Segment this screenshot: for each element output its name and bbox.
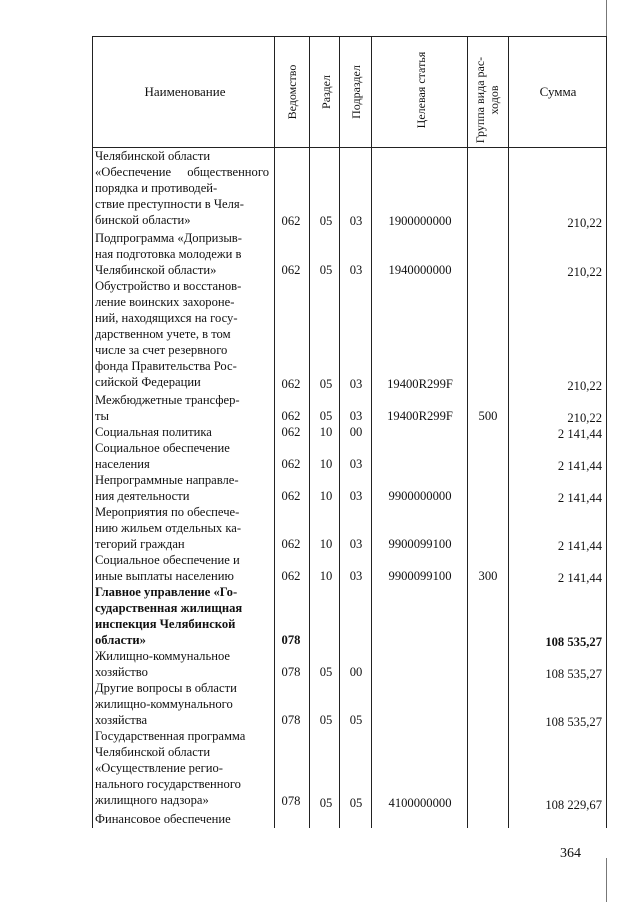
row-7-name: Мероприятия по обеспече- нию жильем отдельных ка- тегорий граждан bbox=[95, 505, 242, 551]
row-3-sum: 210,22 bbox=[567, 411, 602, 425]
row-1-name: Подпрограмма «Допризыв- ная подготовка молодежи в Челябинской области» bbox=[95, 231, 242, 277]
table-top-border bbox=[92, 36, 607, 37]
header-razdel: Раздел bbox=[319, 75, 333, 109]
row-8-podrazdel: 03 bbox=[349, 569, 363, 583]
page-number: 364 bbox=[560, 846, 581, 861]
row-5-ved: 062 bbox=[281, 457, 301, 471]
col-border-right bbox=[606, 36, 607, 828]
row-3-razdel: 05 bbox=[319, 409, 333, 423]
row-0-ved: 062 bbox=[281, 214, 301, 228]
row-6-sum: 2 141,44 bbox=[557, 491, 602, 505]
row-12-sum: 108 229,67 bbox=[545, 798, 602, 812]
row-1-target: 1940000000 bbox=[388, 263, 452, 277]
row-3-ved: 062 bbox=[281, 409, 301, 423]
row-9-ved: 078 bbox=[281, 633, 301, 647]
row-12-razdel: 05 bbox=[319, 796, 333, 810]
row-5-sum: 2 141,44 bbox=[557, 459, 602, 473]
header-podrazdel: Подраздел bbox=[349, 65, 363, 119]
row-4-podrazdel: 00 bbox=[349, 425, 363, 439]
row-9-name: Главное управление «Го- сударственная жилищная инспекция Челябинской области» bbox=[95, 585, 243, 647]
row-10-razdel: 05 bbox=[319, 665, 333, 679]
row-5-razdel: 10 bbox=[319, 457, 333, 471]
row-4-ved: 062 bbox=[281, 425, 301, 439]
header-target: Целевая статья bbox=[414, 51, 428, 129]
row-1-podrazdel: 03 bbox=[349, 263, 363, 277]
col-border-sum bbox=[508, 36, 509, 828]
row-0-razdel: 05 bbox=[319, 214, 333, 228]
row-3-podrazdel: 03 bbox=[349, 409, 363, 423]
col-border-target bbox=[371, 36, 372, 828]
row-7-podrazdel: 03 bbox=[349, 537, 363, 551]
row-2-podrazdel: 03 bbox=[349, 377, 363, 391]
row-12-podrazdel: 05 bbox=[349, 796, 363, 810]
row-6-ved: 062 bbox=[281, 489, 301, 503]
row-6-target: 9900000000 bbox=[388, 489, 452, 503]
row-1-razdel: 05 bbox=[319, 263, 333, 277]
header-group: Группа вида рас-ходов bbox=[473, 56, 501, 144]
row-11-ved: 078 bbox=[281, 713, 301, 727]
row-12-ved: 078 bbox=[281, 794, 301, 808]
row-2-name: Обустройство и восстанов- ление воинских захороне- ний, находящихся на госу- дарственном учете, в том числе за счет резервного фонда Правительства Рос- сийской Федерации bbox=[95, 279, 242, 389]
margin-mark-top bbox=[606, 0, 607, 40]
row-1-ved: 062 bbox=[281, 263, 301, 277]
row-2-ved: 062 bbox=[281, 377, 301, 391]
row-0-podrazdel: 03 bbox=[349, 214, 363, 228]
row-4-sum: 2 141,44 bbox=[557, 427, 602, 441]
row-3-group: 500 bbox=[478, 409, 498, 423]
row-10-ved: 078 bbox=[281, 665, 301, 679]
row-0-sum: 210,22 bbox=[567, 216, 602, 230]
row-7-razdel: 10 bbox=[319, 537, 333, 551]
row-2-razdel: 05 bbox=[319, 377, 333, 391]
row-11-podrazdel: 05 bbox=[349, 713, 363, 727]
row-7-ved: 062 bbox=[281, 537, 301, 551]
row-3-name: Межбюджетные трансфер- ты bbox=[95, 393, 240, 423]
row-2-target: 19400R299F bbox=[387, 377, 453, 391]
row-8-target: 9900099100 bbox=[388, 569, 452, 583]
row-11-name: Другие вопросы в области жилищно-коммунального хозяйства bbox=[95, 681, 237, 727]
row-4-razdel: 10 bbox=[319, 425, 333, 439]
row-0-name: Челябинской области «Обеспечение общественного порядка и противодей- ствие преступности в Челя- бинской области» bbox=[95, 149, 269, 227]
row-12-target: 4100000000 bbox=[388, 796, 452, 810]
row-11-sum: 108 535,27 bbox=[545, 715, 602, 729]
row-8-ved: 062 bbox=[281, 569, 301, 583]
row-7-target: 9900099100 bbox=[388, 537, 452, 551]
col-border-group bbox=[467, 36, 468, 828]
row-10-podrazdel: 00 bbox=[349, 665, 363, 679]
row-7-sum: 2 141,44 bbox=[557, 539, 602, 553]
row-8-sum: 2 141,44 bbox=[557, 571, 602, 585]
margin-mark-bottom bbox=[606, 858, 607, 902]
row-8-razdel: 10 bbox=[319, 569, 333, 583]
row-10-name: Жилищно-коммунальное хозяйство bbox=[95, 649, 230, 679]
row-4-name: Социальная политика bbox=[95, 425, 212, 439]
header-sum: Сумма bbox=[539, 84, 577, 99]
row-5-name: Социальное обеспечение населения bbox=[95, 441, 230, 471]
col-border-left bbox=[92, 36, 93, 828]
row-0-target: 1900000000 bbox=[388, 214, 452, 228]
row-2-sum: 210,22 bbox=[567, 379, 602, 393]
col-border-ved bbox=[274, 36, 275, 828]
header-name: Наименование bbox=[144, 84, 226, 99]
row-6-razdel: 10 bbox=[319, 489, 333, 503]
row-13-name: Финансовое обеспечение bbox=[95, 812, 231, 826]
row-3-target: 19400R299F bbox=[387, 409, 453, 423]
row-12-name: Государственная программа Челябинской области «Осуществление регио- нального государственного жилищного надзора» bbox=[95, 729, 246, 807]
header-vedomstvo: Ведомство bbox=[285, 64, 299, 120]
row-9-sum: 108 535,27 bbox=[545, 635, 602, 649]
row-5-podrazdel: 03 bbox=[349, 457, 363, 471]
col-border-razdel bbox=[309, 36, 310, 828]
row-6-name: Непрограммные направле- ния деятельности bbox=[95, 473, 239, 503]
row-8-name: Социальное обеспечение и иные выплаты населению bbox=[95, 553, 240, 583]
row-10-sum: 108 535,27 bbox=[545, 667, 602, 681]
row-8-group: 300 bbox=[478, 569, 498, 583]
row-1-sum: 210,22 bbox=[567, 265, 602, 279]
row-6-podrazdel: 03 bbox=[349, 489, 363, 503]
row-11-razdel: 05 bbox=[319, 713, 333, 727]
